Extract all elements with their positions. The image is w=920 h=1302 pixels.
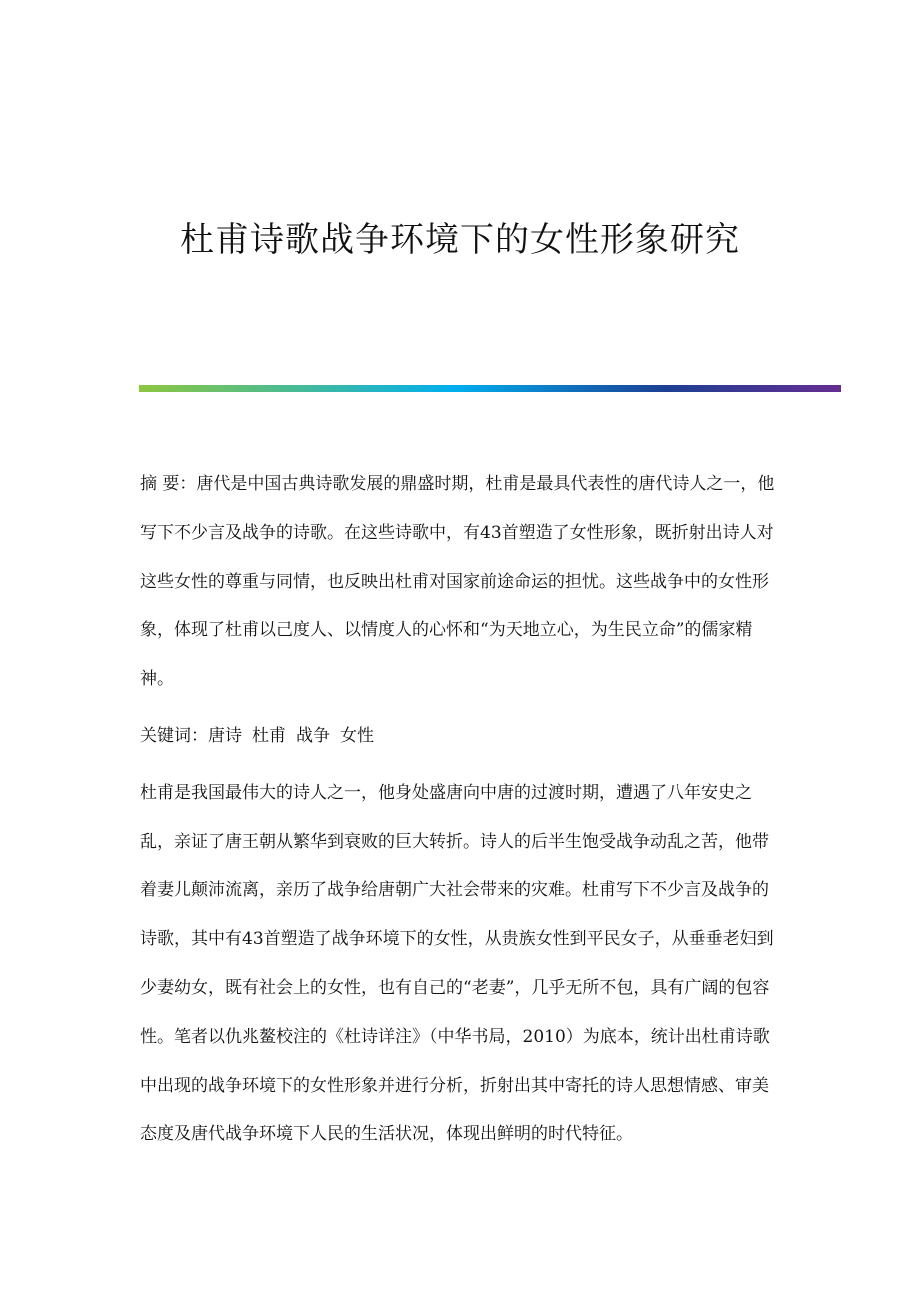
abstract-paragraph: 摘 要：唐代是中国古典诗歌发展的鼎盛时期，杜甫是最具代表性的唐代诗人之一，他写下不少言及战争的诗歌。在这些诗歌中，有43首塑造了女性形象，既折射出诗人对这些女性的尊重与同情，也反映出杜甫对国家前途命运的担忧。这些战争中的女性形象，体现了杜甫以己度人、以情度人的心怀和“为天地立心，为生民立命”的儒家精神。 <box>140 474 775 690</box>
keyword-item: 女性 <box>340 725 374 746</box>
keyword-item: 唐诗 <box>208 725 242 746</box>
body-paragraph: 杜甫是我国最伟大的诗人之一，他身处盛唐向中唐的过渡时期，遭遇了八年安史之乱，亲证了唐王朝从繁华到衰败的巨大转折。诗人的后半生饱受战争动乱之苦，他带着妻儿颠沛流离，亲历了战争给唐朝广大社会带来的灾难。杜甫写下不少言及战争的诗歌，其中有43首塑造了战争环境下的女性，从贵族女性到平民女子，从垂垂老妇到少妻幼女，既有社会上的女性，也有自己的“老妻”，几乎无所不包，具有广阔的包容性。笔者以仇兆鳌校注的《杜诗详注》（中华书局，2010）为底本，统计出杜甫诗歌中出现的战争环境下的女性形象并进行分析，折射出其中寄托的诗人思想情感、审美态度及唐代战争环境下人民的生活状况，体现出鲜明的时代特征。 <box>140 782 774 1145</box>
keyword-item: 战争 <box>296 725 330 746</box>
document-body <box>140 460 782 1159</box>
document-title: 杜甫诗歌战争环境下的女性形象研究 <box>180 220 740 260</box>
keywords-line <box>140 712 782 761</box>
keywords-label: 关键词： <box>140 725 208 746</box>
keyword-item: 杜甫 <box>252 725 286 746</box>
title-gradient-rule <box>139 385 841 392</box>
